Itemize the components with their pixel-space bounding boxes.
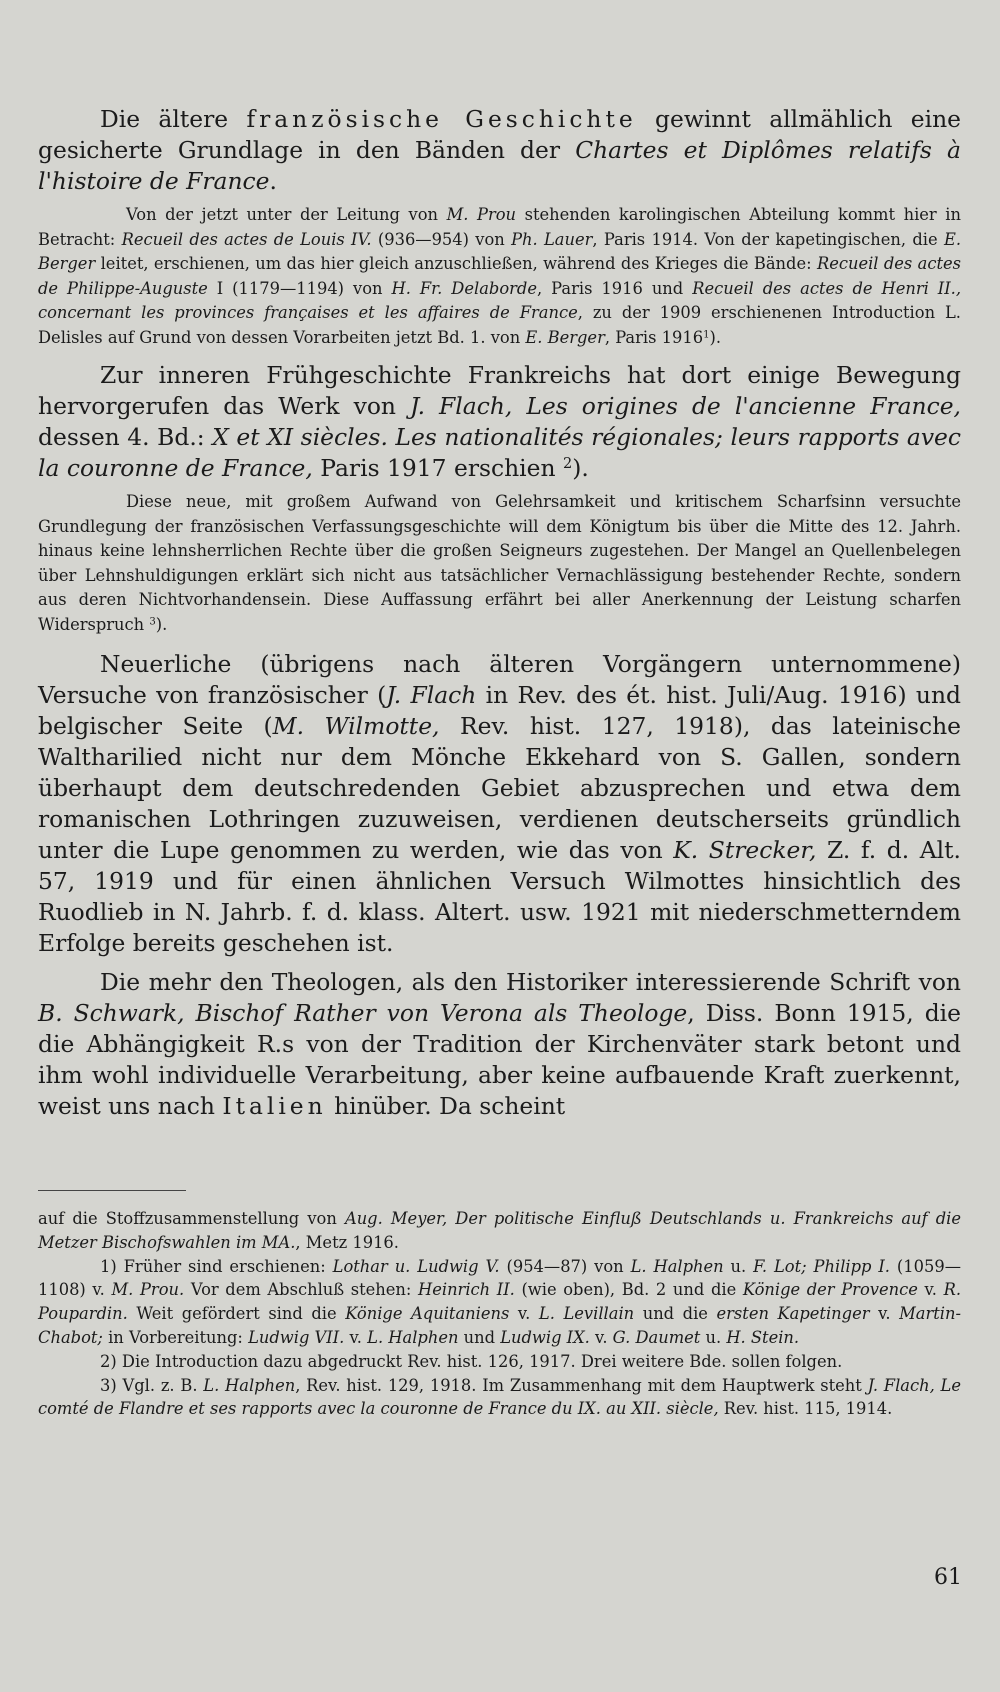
text-run: Paris 1917 erschien — [312, 454, 563, 482]
title-italic: J. Flach, Le comté de Flandre et ses rapports avec la couronne de France du IX. au XII. siècle, — [38, 1375, 961, 1419]
text-run: . — [269, 167, 277, 195]
footnote-ref-2: 2 — [563, 456, 573, 473]
title-italic: Ludwig VII. — [248, 1327, 345, 1347]
text-run: ). — [572, 454, 589, 482]
text-run: in Vorbereitung: — [102, 1327, 249, 1347]
text-run: Die ältere — [100, 105, 247, 133]
author-italic: K. Strecker, — [673, 836, 817, 864]
footnote-separator — [38, 1190, 186, 1191]
author-italic: H. Stein. — [726, 1327, 800, 1347]
spaced-emphasis: französische Geschichte — [246, 105, 637, 133]
author-italic: E. Berger — [38, 229, 961, 273]
text-run: (936—954) von — [371, 229, 512, 249]
text-run: u. — [723, 1256, 754, 1276]
footnote-ref-1: 1 — [703, 328, 710, 340]
text-run: , Diss. Bonn 1915, die die Abhängigkeit R.s von der Tradition der Kirchenväter stark betont und ihm wohl individuelle Verarbeitung, aber keine aufbauende Kraft zuerkennt, weist uns nach — [38, 999, 961, 1120]
spaced-emphasis: Italien — [222, 1092, 327, 1120]
text-run: Rev. hist. 127, 1918), das lateinische Waltharilied nicht nur dem Mönche Ekkehard von S. Gallen, sondern überhaupt dem deutschredenden Gebiet abzusprechen und etwa dem romanischen Lothringen zuzuweisen, verdienen deutscherseits gründlich unter die Lupe genommen zu werden, wie das von — [38, 712, 962, 864]
text-run: (1059—1108) v. — [38, 1256, 961, 1300]
text-run: Zur inneren Frühgeschichte Frankreichs hat dort einige Bewegung hervorgerufen das Werk von — [38, 361, 961, 420]
title-italic: Recueil des actes de Louis IV. — [121, 229, 372, 249]
title-italic: Recueil des actes de Philippe-Auguste — [38, 254, 961, 298]
text-run: und die — [634, 1304, 717, 1324]
text-run: Neuerliche (übrigens nach älteren Vorgängern unternommene) Versuche von französischer ( — [38, 650, 961, 709]
author-italic: H. Fr. Delaborde — [391, 278, 537, 298]
author-italic: M. Prou. — [111, 1280, 185, 1300]
text-run: Vor dem Abschluß stehen: — [184, 1280, 419, 1300]
footnote-2 — [38, 1350, 961, 1374]
text-run: v. — [589, 1327, 613, 1347]
text-run: , Paris 1914. Von der kapetingischen, die — [592, 229, 944, 249]
text-run: u. — [700, 1327, 727, 1347]
paragraph-rather-von-verona — [38, 967, 961, 1122]
author-italic: L. Halphen — [630, 1256, 724, 1276]
text-run: I (1179—1194) von — [207, 278, 392, 298]
text-run: , Paris 1916 — [604, 327, 704, 347]
text-run: Diese neue, mit großem Aufwand von Gelehrsamkeit und kritischem Scharfsinn versuchte Grundlegung der französischen Verfassungsgeschichte will dem Königtum bis über die Mitte des 12. Jahrh. hinaus keine lehnsherrlichen Rechte über die großen Seigneurs zugestehen. Der Mangel an Quellenbelegen über Lehnshuldigungen erklärt sich nicht aus tatsächlicher Vernachlässigung bestehender Rechte, sondern aus deren Nichtvorhandensein. Diese Auffassung erfährt bei aller Anerkennung der Leistung scharfen Widerspruch — [38, 492, 961, 634]
footnote-continuation — [38, 1207, 961, 1255]
paragraph-flach-critique — [38, 490, 961, 637]
author-italic: L. Halphen — [203, 1375, 296, 1395]
author-italic: G. Daumet — [612, 1327, 701, 1347]
footnotes — [38, 1207, 961, 1421]
author-italic: F. Lot; Philipp I. — [753, 1256, 890, 1276]
text-run: (wie oben), Bd. 2 und die — [514, 1280, 743, 1300]
text-run: (954—87) von — [499, 1256, 631, 1276]
text-run: v. — [509, 1304, 539, 1324]
author-italic: M. Prou — [446, 205, 517, 224]
text-run: v. — [917, 1280, 944, 1300]
text-run: v. — [869, 1304, 900, 1324]
text-run: 3) Vgl. z. B. — [100, 1375, 204, 1395]
title-italic: Lothar u. Ludwig V. — [332, 1256, 500, 1276]
text-run: auf die Stoffzusammenstellung von — [38, 1209, 345, 1228]
footnote-1 — [38, 1255, 961, 1350]
paragraph-early-history — [38, 360, 961, 484]
title-italic: Recueil des actes de Henri II., concernant les provinces françaises et les affaires de France — [38, 278, 962, 322]
text-run: , Metz 1916. — [295, 1232, 399, 1252]
text-run: , Paris 1916 und — [536, 278, 693, 298]
text-run: Weit gefördert sind die — [127, 1304, 346, 1324]
title-italic: Könige der Provence — [742, 1280, 918, 1300]
footnote-ref-3: 3 — [149, 615, 156, 627]
title-italic: Heinrich II. — [418, 1280, 515, 1300]
author-italic: Ph. Lauer — [511, 229, 593, 249]
text-run: gewinnt allmählich eine gesicherte Grundlage in den Bänden der — [38, 105, 962, 164]
title-italic: B. Schwark, Bischof Rather von Verona als Theologe — [38, 999, 688, 1027]
text-run: in Rev. des ét. hist. Juli/Aug. 1916) und belgischer Seite ( — [38, 681, 961, 740]
text-run: ). — [709, 327, 722, 347]
text-run: leitet, erschienen, um das hier gleich anzuschließen, während des Krieges die Bände: — [95, 254, 817, 273]
author-italic: L. Levillain — [538, 1304, 635, 1324]
text-run: Rev. hist. 115, 1914. — [718, 1399, 893, 1419]
text-run: Z. f. d. Alt. 57, 1919 und für einen ähnlichen Versuch Wilmottes hinsichtlich des Ruodlieb in N. Jahrb. f. d. klass. Altert. usw. 1921 mit niederschmetterndem Erfolge bereits geschehen ist. — [38, 836, 961, 957]
title-italic: Aug. Meyer, Der politische Einfluß Deutschlands u. Frankreichs auf die Metzer Bischofswahlen im MA. — [38, 1209, 962, 1252]
page-number: 61 — [934, 1565, 962, 1590]
text-run: hinüber. Da scheint — [326, 1092, 566, 1120]
text-run: und — [458, 1327, 501, 1347]
text-run: stehenden karolingischen Abteilung kommt hier in Betracht: — [38, 205, 961, 249]
paragraph-french-history — [38, 104, 961, 197]
author-italic: E. Berger — [525, 327, 605, 347]
author-italic: M. Wilmotte, — [272, 712, 440, 740]
title-italic: Chartes et Diplômes relatifs à l'histoire de France — [38, 136, 961, 195]
text-run: 2) Die Introduction dazu abgedruckt Rev. hist. 126, 1917. Drei weitere Bde. sollen folgen. — [100, 1351, 843, 1371]
author-italic: R. Poupardin. — [38, 1280, 961, 1324]
text-run: Von der jetzt unter der Leitung von — [126, 205, 447, 224]
title-italic: ersten Kapetinger — [716, 1304, 870, 1324]
text-run: ). — [155, 614, 168, 634]
title-italic: J. Flach, Les origines de l'ancienne France, — [410, 392, 961, 420]
author-italic: J. Flach — [386, 681, 477, 709]
text-run: , Rev. hist. 129, 1918. Im Zusammenhang mit dem Hauptwerk steht — [295, 1375, 868, 1395]
paragraph-carolingian-section — [38, 203, 961, 350]
author-italic: L. Halphen — [367, 1327, 459, 1347]
text-run: dessen 4. Bd.: — [38, 423, 213, 451]
text-run: 1) Früher sind erschienen: — [100, 1256, 333, 1276]
text-run: v. — [344, 1327, 368, 1347]
title-italic: X et XI siècles. Les nationalités régionales; leurs rapports avec la couronne de France, — [38, 423, 961, 482]
main-text — [38, 104, 961, 1122]
text-run: , zu der 1909 erschienenen Introduction L. Delisles auf Grund von dessen Vorarbeiten jetzt Bd. 1. von — [38, 303, 961, 347]
text-run: Die mehr den Theologen, als den Historiker interessierende Schrift von — [100, 968, 961, 996]
title-italic: Ludwig IX. — [500, 1327, 590, 1347]
title-italic: Könige Aquitaniens — [345, 1304, 510, 1324]
author-italic: Martin-Chabot; — [38, 1304, 961, 1347]
footnote-3 — [38, 1374, 961, 1422]
paragraph-waltharilied — [38, 649, 961, 959]
